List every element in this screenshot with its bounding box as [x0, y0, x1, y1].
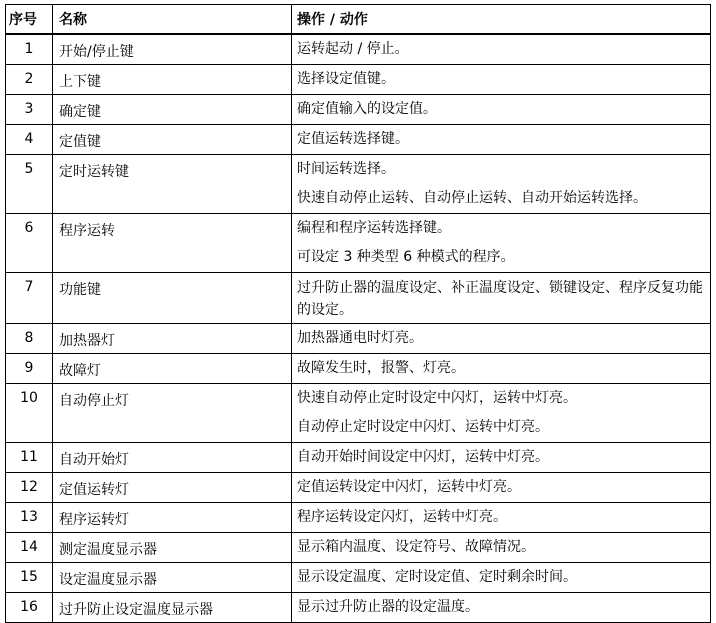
header-action: 操作 / 动作 — [292, 5, 711, 35]
action-line: 可设定 3 种类型 6 种模式的程序。 — [297, 249, 515, 265]
row-name: 定值键 — [53, 125, 292, 155]
action-line: 定值运转设定中闪灯，运转中灯亮。 — [297, 479, 521, 495]
table-row — [6, 95, 711, 125]
action-line: 显示设定温度、定时设定值、定时剩余时间。 — [297, 569, 577, 585]
table-row — [6, 125, 711, 155]
row-name: 功能键 — [53, 273, 292, 324]
row-action — [292, 214, 711, 273]
row-action — [292, 593, 711, 623]
row-number: 15 — [6, 563, 53, 593]
row-number: 6 — [6, 214, 53, 273]
row-name: 开始/停止键 — [53, 34, 292, 65]
row-action — [292, 125, 711, 155]
row-action — [292, 273, 711, 324]
table-row — [6, 384, 711, 443]
row-name: 自动开始灯 — [53, 443, 292, 473]
row-name: 确定键 — [53, 95, 292, 125]
row-number: 13 — [6, 503, 53, 533]
action-line: 编程和程序运转选择键。 — [297, 220, 451, 236]
action-line: 快速自动停止定时设定中闪灯，运转中灯亮。 — [297, 390, 577, 406]
table-row — [6, 563, 711, 593]
table-row — [6, 593, 711, 623]
action-line: 自动开始时间设定中闪灯，运转中灯亮。 — [297, 449, 549, 465]
row-number: 10 — [6, 384, 53, 443]
table-header-row — [6, 5, 711, 35]
action-line: 确定值输入的设定值。 — [297, 101, 437, 117]
function-table-container — [5, 4, 711, 623]
row-name: 加热器灯 — [53, 324, 292, 354]
row-number: 14 — [6, 533, 53, 563]
row-name: 自动停止灯 — [53, 384, 292, 443]
row-action — [292, 533, 711, 563]
table-row — [6, 214, 711, 273]
row-name: 过升防止设定温度显示器 — [53, 593, 292, 623]
row-name: 程序运转灯 — [53, 503, 292, 533]
row-number: 11 — [6, 443, 53, 473]
row-name: 测定温度显示器 — [53, 533, 292, 563]
row-action — [292, 473, 711, 503]
table-row — [6, 503, 711, 533]
row-name: 定时运转键 — [53, 155, 292, 214]
row-action — [292, 65, 711, 95]
row-action — [292, 503, 711, 533]
action-line: 加热器通电时灯亮。 — [297, 330, 423, 346]
row-number: 5 — [6, 155, 53, 214]
action-line: 自动停止定时设定中闪灯、运转中灯亮。 — [297, 419, 549, 435]
row-number: 3 — [6, 95, 53, 125]
table-row — [6, 443, 711, 473]
table-row — [6, 155, 711, 214]
table-row — [6, 65, 711, 95]
action-line: 时间运转选择。 — [297, 161, 395, 177]
table-row — [6, 273, 711, 324]
row-number: 8 — [6, 324, 53, 354]
row-number: 2 — [6, 65, 53, 95]
action-line: 快速自动停止运转、自动停止运转、自动开始运转选择。 — [297, 190, 647, 206]
action-line: 故障发生时，报警、灯亮。 — [297, 360, 465, 376]
table-row — [6, 533, 711, 563]
row-name: 上下键 — [53, 65, 292, 95]
row-name: 程序运转 — [53, 214, 292, 273]
row-action — [292, 354, 711, 384]
row-number: 9 — [6, 354, 53, 384]
action-line: 程序运转设定闪灯，运转中灯亮。 — [297, 509, 507, 525]
action-line: 过升防止器的温度设定、补正温度设定、锁键设定、程序反复功能的设定。 — [297, 280, 703, 318]
action-line: 定值运转选择键。 — [297, 131, 409, 147]
row-name: 设定温度显示器 — [53, 563, 292, 593]
action-line: 显示箱内温度、设定符号、故障情况。 — [297, 539, 535, 555]
row-name: 故障灯 — [53, 354, 292, 384]
action-line: 运转起动 / 停止。 — [297, 41, 409, 57]
table-row — [6, 324, 711, 354]
header-number: 序号 — [6, 5, 53, 35]
row-action — [292, 155, 711, 214]
action-line: 选择设定值键。 — [297, 71, 395, 87]
row-number: 7 — [6, 273, 53, 324]
header-name: 名称 — [53, 5, 292, 35]
row-action — [292, 563, 711, 593]
row-number: 1 — [6, 34, 53, 65]
row-name: 定值运转灯 — [53, 473, 292, 503]
row-number: 16 — [6, 593, 53, 623]
table-row — [6, 473, 711, 503]
action-line: 显示过升防止器的设定温度。 — [297, 599, 479, 615]
row-action — [292, 95, 711, 125]
row-action — [292, 384, 711, 443]
table-row — [6, 34, 711, 65]
function-table — [5, 4, 711, 623]
row-action — [292, 443, 711, 473]
row-number: 4 — [6, 125, 53, 155]
table-row — [6, 354, 711, 384]
row-action — [292, 324, 711, 354]
row-action — [292, 34, 711, 65]
row-number: 12 — [6, 473, 53, 503]
